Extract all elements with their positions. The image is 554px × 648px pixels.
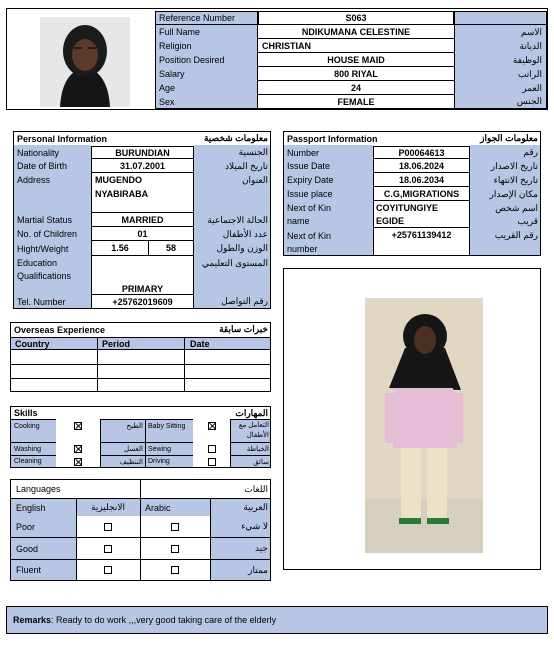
skill-driving-ar: سائق — [253, 458, 269, 466]
fullname-value: NDIKUMANA CELESTINE — [258, 25, 454, 39]
kin-value-1: COYITUNGIYE — [376, 203, 439, 213]
skill-washing-ar: الغسل — [123, 446, 143, 453]
overseas-col-country: Country — [15, 338, 50, 349]
religion-value: CHRISTIAN — [258, 39, 454, 53]
expiry-label: Expiry Date — [287, 175, 334, 185]
marital-label: Martial Status — [17, 215, 73, 225]
skill-cooking-label: Cooking — [14, 422, 40, 430]
languages-title: Languages — [16, 484, 61, 494]
portrait-photo — [40, 17, 130, 107]
arabic-fluent-checkbox[interactable] — [140, 560, 210, 580]
hw-label: Hight/Weight — [17, 243, 69, 254]
religion-label: Religion — [155, 39, 258, 53]
lang-level-poor-ar: لا شيء — [241, 521, 268, 531]
issue-date-ar: تاريخ الاصدار — [490, 160, 538, 171]
nationality-ar: الجنسية — [238, 147, 268, 157]
personal-title-ar: معلومات شخصية — [203, 133, 268, 143]
dob-ar: تاريخ الميلاد — [225, 160, 268, 171]
personal-title: Personal Information — [17, 133, 108, 144]
salary-ar: الراتب — [454, 67, 547, 81]
issue-date-value: 18.06.2024 — [373, 159, 470, 173]
kin-number-ar: رقم القريب — [494, 230, 538, 240]
kin-ar-2: قريب — [517, 215, 538, 226]
sex-ar: الجنس — [454, 95, 547, 109]
checkbox-checked-icon — [74, 458, 82, 466]
passport-number-ar: رقم — [523, 147, 538, 157]
issue-place-value: C.G,MIGRATIONS — [373, 187, 470, 201]
kin-number-box — [373, 242, 470, 255]
salary-label: Salary — [155, 67, 258, 81]
overseas-grid — [11, 350, 270, 391]
checkbox-empty-icon — [208, 445, 216, 453]
children-value: 01 — [91, 227, 194, 241]
expiry-value: 18.06.2034 — [373, 173, 470, 187]
lang-level-fluent: Fluent — [16, 565, 42, 575]
skill-babysitting-checkbox[interactable] — [193, 420, 230, 432]
lang-level-poor: Poor — [16, 521, 36, 532]
education-label-1: Education — [17, 258, 58, 268]
lang-level-good: Good — [16, 543, 39, 554]
ref-ar — [454, 11, 547, 25]
skill-babysitting-ar-2: الأطفال — [246, 432, 269, 439]
lang-arabic: Arabic — [145, 502, 171, 513]
fullname-label: Full Name — [155, 25, 258, 39]
fullname-ar: الاسم — [454, 25, 547, 39]
nationality-value: BURUNDIAN — [91, 146, 194, 159]
tel-label: Tel. Number — [17, 296, 66, 307]
issue-place-label: Issue place — [287, 189, 333, 199]
nationality-label: Nationality — [17, 147, 60, 158]
hw-ar: الوزن والطول — [216, 243, 268, 253]
english-fluent-checkbox[interactable] — [76, 560, 140, 580]
skill-cleaning-checkbox[interactable] — [56, 456, 100, 467]
lang-english: English — [16, 502, 46, 513]
skill-sewing-ar: الخياطة — [246, 446, 269, 453]
age-value: 24 — [258, 81, 454, 95]
checkbox-empty-icon — [104, 566, 112, 574]
height-value: 1.56 — [91, 241, 149, 256]
position-value: HOUSE MAID — [258, 53, 454, 67]
issue-place-ar: مكان الإصدار — [489, 188, 538, 199]
remarks-row — [6, 606, 548, 634]
lang-english-ar: الانجليزية — [91, 502, 125, 512]
skill-cleaning-label: Cleaning — [14, 458, 42, 465]
languages-title-ar: اللغات — [244, 483, 268, 494]
kin-number-label-2: number — [287, 243, 318, 254]
tel-value: +25762019609 — [91, 295, 194, 308]
dob-label: Date of Birth — [17, 161, 68, 171]
overseas-title: Overseas Experience — [14, 324, 106, 335]
expiry-ar: تاريخ الانتهاء — [493, 174, 538, 185]
education-ar: المستوى التعليمي — [201, 257, 268, 268]
passport-title: Passport Information — [287, 133, 378, 144]
arabic-good-checkbox[interactable] — [140, 538, 210, 559]
kin-label-2: name — [287, 216, 310, 226]
salary-value: 800 RIYAL — [258, 67, 454, 81]
skills-title: Skills — [14, 408, 38, 418]
remarks-label: Remarks — [13, 615, 52, 625]
marital-value: MARRIED — [91, 213, 194, 227]
skills-title-ar: المهارات — [235, 407, 268, 418]
skill-driving-checkbox[interactable] — [193, 456, 230, 467]
education-label-2: Qualifications — [17, 271, 72, 281]
address-ar: العنوان — [241, 174, 268, 185]
weight-value: 58 — [149, 241, 194, 256]
dob-value: 31.07.2001 — [91, 159, 194, 173]
marital-ar: الحالة الاجتماعية — [207, 214, 268, 225]
address-value-2: NYABIRABA — [95, 189, 149, 199]
sex-value: FEMALE — [258, 95, 454, 109]
lang-level-good-ar: جيد — [254, 543, 268, 553]
kin-label-1: Next of Kin — [287, 203, 332, 213]
checkbox-checked-icon — [208, 422, 216, 430]
english-poor-checkbox[interactable] — [76, 516, 140, 537]
children-label: No. of Children — [17, 229, 78, 239]
skill-cooking-ar: الطبخ — [126, 423, 143, 430]
sex-label: Sex — [155, 95, 258, 109]
kin-number-value: +25761139412 — [373, 228, 470, 242]
address-value-1: MUGENDO — [95, 175, 142, 185]
passport-number-label: Number — [287, 147, 320, 158]
children-ar: عدد الأطفال — [222, 228, 268, 239]
skill-cleaning-ar: التنظيف — [119, 458, 143, 466]
ref-value: S063 — [258, 11, 454, 25]
skill-cooking-checkbox[interactable] — [56, 420, 100, 432]
checkbox-checked-icon — [74, 445, 82, 453]
overseas-title-ar: خبرات سابقة — [219, 324, 268, 334]
checkbox-empty-icon — [171, 523, 179, 531]
issue-date-label: Issue Date — [287, 161, 331, 171]
overseas-col-period: Period — [102, 338, 131, 349]
skill-washing-label: Washing — [14, 445, 41, 453]
kin-value-2: EGIDE — [376, 216, 405, 226]
position-label: Position Desired — [155, 53, 258, 67]
checkbox-empty-icon — [208, 458, 216, 466]
skill-washing-checkbox[interactable] — [56, 443, 100, 455]
checkbox-empty-icon — [171, 566, 179, 574]
checkbox-empty-icon — [104, 545, 112, 553]
passport-title-ar: معلومات الجواز — [480, 133, 538, 143]
age-label: Age — [155, 81, 258, 95]
skill-babysitting-ar-1: التعامل مع — [238, 422, 269, 429]
remarks-text: : Ready to do work ,,,very good taking care of the elderly — [51, 615, 277, 625]
position-ar: الوظيفة — [454, 53, 547, 67]
kin-ar-1: اسم شخص — [495, 202, 538, 213]
full-body-photo — [365, 298, 483, 553]
religion-ar: الديانة — [454, 39, 547, 53]
age-ar: العمر — [454, 81, 547, 95]
skill-sewing-label: Sewing — [148, 445, 171, 453]
lang-level-fluent-ar: ممتاز — [248, 564, 268, 575]
checkbox-empty-icon — [171, 545, 179, 553]
ref-label: Reference Number — [155, 11, 258, 25]
arabic-poor-checkbox[interactable] — [140, 516, 210, 537]
skill-driving-label: Driving — [148, 458, 170, 465]
kin-number-label-1: Next of Kin — [287, 230, 332, 241]
skill-sewing-checkbox[interactable] — [193, 443, 230, 455]
skill-babysitting-label: Baby Sitting — [148, 422, 186, 430]
checkbox-empty-icon — [104, 523, 112, 531]
passport-number-value: P00064613 — [373, 146, 470, 159]
tel-ar: رقم التواصل — [221, 296, 268, 306]
lang-arabic-ar: العربية — [243, 502, 268, 512]
english-good-checkbox[interactable] — [76, 538, 140, 559]
address-label: Address — [17, 175, 51, 185]
education-value: PRIMARY — [121, 283, 164, 294]
checkbox-checked-icon — [74, 422, 82, 430]
overseas-col-date: Date — [190, 338, 210, 349]
